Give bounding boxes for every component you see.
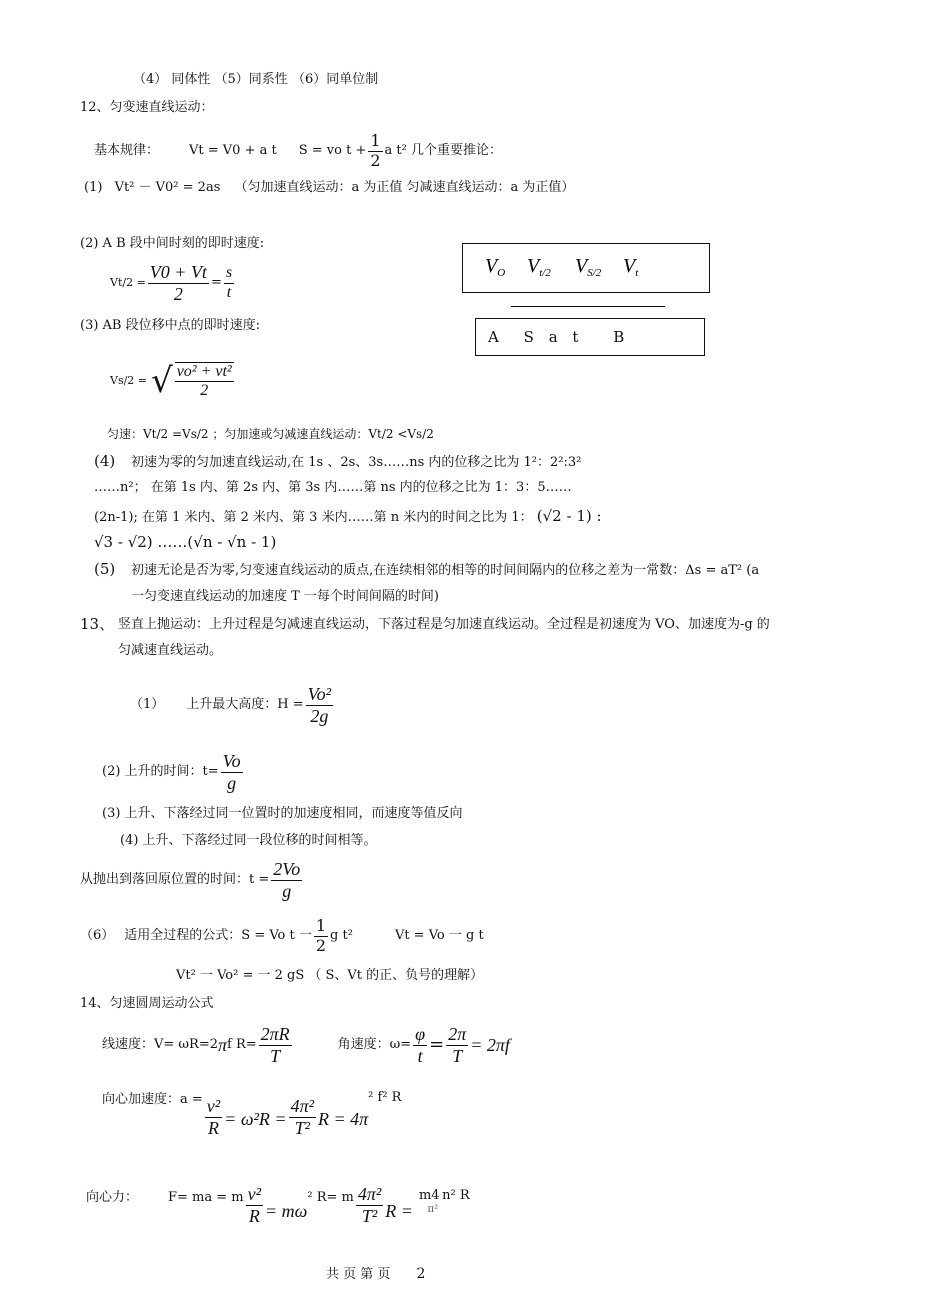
max-height-text: 上升最大高度：H = xyxy=(186,696,304,712)
footer-page-text: 共 页 第 页 xyxy=(326,1267,391,1282)
full-process-text: 适用全过程的公式：S = Vo t 一 xyxy=(124,927,312,943)
vs2-den: 2 xyxy=(200,382,209,399)
force-fraction-2 xyxy=(356,1184,383,1226)
full-process-line-2: Vt² 一 Vo² = 一 2 gS （ S、Vt 的正、负号的理解） xyxy=(176,968,484,983)
vs2-label: Vs/2 = xyxy=(110,374,148,388)
basic-law-row xyxy=(94,128,502,174)
section-14-title: 14、匀速圆周运动公式 xyxy=(80,996,214,1011)
item-4-line-4: √3 - √2) ……(√n - √n - 1) xyxy=(94,533,277,551)
eq-velocity: Vt = V0 + a t xyxy=(189,142,277,158)
force-num-2: 4π² xyxy=(357,1184,382,1204)
force-n-squared-r: n² R xyxy=(442,1188,470,1203)
linear-velocity-row: 线速度： V= ωR=2 π f R= $\frac{2\pi R}{T}$ 角速度：ω= $\frac{\varphi}{t}$ = $\frac{2\pi}{T}$ = 2πf xyxy=(102,1023,510,1066)
segment-labels xyxy=(488,328,625,347)
rise-time-den: g xyxy=(227,772,237,793)
vs2-num: vo² + vt² xyxy=(175,363,234,382)
centripetal-force-label: 向心力： xyxy=(86,1190,139,1205)
section-13-title-1: 竖直上抛运动：上升过程是匀减速直线运动，下落过程是匀加速直线运动。全过程是初速度为 VO、加速度为-g 的 xyxy=(118,617,770,632)
vt2-label: Vt/2 = xyxy=(110,276,146,290)
angular-den-1: t xyxy=(417,1045,423,1066)
item-1-row xyxy=(84,180,574,196)
max-height-num: Vo² xyxy=(307,683,332,704)
label-vt2: $V_{t/2}$ xyxy=(527,255,551,279)
label-a-point: A xyxy=(488,328,500,346)
label-vs2: $V_{S/2}$ xyxy=(575,255,602,279)
centripetal-force-row xyxy=(86,1182,470,1242)
angular-fraction-1 xyxy=(413,1024,427,1066)
label-s: S xyxy=(523,328,535,346)
item-1-note: （匀加速直线运动：a 为正值 匀减速直线运动：a 为正值） xyxy=(234,180,575,195)
item-1-label: (1) xyxy=(84,180,103,195)
acc-mid: = ω²R = xyxy=(224,1109,287,1129)
max-height-fraction xyxy=(306,684,333,726)
full-process-half-den: 2 xyxy=(315,935,327,955)
return-time-den: g xyxy=(282,880,292,901)
linear-velocity-num: 2πR xyxy=(260,1023,290,1044)
pi-symbol: π xyxy=(217,1034,228,1055)
velocity-box xyxy=(462,243,710,293)
vt2-den-2: t xyxy=(226,283,232,301)
acc-num-2: 4π² xyxy=(290,1096,314,1116)
item-13-1-label: （1） xyxy=(130,696,165,712)
full-process-row xyxy=(80,914,484,958)
vs2-formula xyxy=(110,350,236,412)
label-b-point: B xyxy=(613,328,626,346)
item-4-line-2: ……n²； 在第 1s 内、第 2s 内、第 3s 内……第 ns 内的位移之比为 1：3：5…… xyxy=(94,480,572,495)
angular-fraction-2 xyxy=(446,1024,468,1066)
force-num-1: v² xyxy=(247,1184,262,1204)
vt2-num: V0 + Vt xyxy=(149,261,207,282)
force-eq: F= ma = m xyxy=(168,1190,244,1205)
eq-displacement-prefix: S = vo t + xyxy=(298,142,367,158)
full-process-half xyxy=(314,917,328,955)
eq-displacement-suffix: a t² 几个重要推论： xyxy=(384,142,502,158)
label-t: t xyxy=(572,328,580,346)
uniform-comparison: 匀速：Vt/2 =Vs/2 ；匀加速或匀减速直线运动：Vt/2 <Vs/2 xyxy=(107,427,434,441)
return-time-text: 从抛出到落回原位置的时间：t = xyxy=(80,871,270,887)
vt2-fraction-2 xyxy=(224,264,234,302)
vt2-den: 2 xyxy=(173,283,183,304)
footer xyxy=(326,1266,425,1284)
item-13-6-label: （6） xyxy=(80,927,115,943)
acc-den-1: R xyxy=(207,1117,219,1138)
item-2-text: (2) A B 段中间时刻的即时速度: xyxy=(80,236,265,251)
item-5-line-2: 一匀变速直线运动的加速度 T 一每个时间间隔的时间) xyxy=(131,589,440,604)
rise-time-text: (2) 上升的时间：t= xyxy=(102,763,219,779)
item-5-line-1: 初速无论是否为零,匀变速直线运动的质点,在连续相邻的相等的时间间隔内的位移之差为一常数：Δs = aT² (a xyxy=(131,563,760,578)
linear-velocity-eq: V= ωR=2 xyxy=(154,1036,218,1052)
force-mid: = mω xyxy=(265,1201,308,1221)
force-den-1: R xyxy=(248,1205,260,1226)
angular-num-2: 2π xyxy=(448,1023,467,1044)
linear-velocity-label: 线速度： xyxy=(102,1036,155,1052)
force-fraction-1 xyxy=(246,1184,263,1226)
angular-tail: = 2πf xyxy=(470,1034,510,1055)
centripetal-acc-label: 向心加速度：a = xyxy=(102,1092,203,1107)
return-time-num: 2Vo xyxy=(273,858,301,879)
linear-velocity-mid: f R= xyxy=(227,1036,257,1052)
item-4-ratio-start: (√2 - 1) : xyxy=(536,507,602,525)
frac-half-num: 1 xyxy=(370,131,381,151)
basic-law-label: 基本规律： xyxy=(94,142,160,158)
angular-num-1: φ xyxy=(415,1023,426,1044)
return-time-row xyxy=(80,852,304,908)
force-den-2: T² xyxy=(361,1205,378,1226)
force-m4: m4 xyxy=(418,1188,440,1203)
rise-time-row xyxy=(102,746,245,798)
section-13-title-2: 匀减速直线运动。 xyxy=(118,643,223,658)
linear-velocity-fraction xyxy=(259,1024,292,1066)
item-4-line-3-text: (2n-1); 在第 1 米内、第 2 米内、第 3 米内……第 n 米内的时间之比为 1： xyxy=(94,510,533,525)
item-4-line-3 xyxy=(94,507,602,526)
max-height-den: 2g xyxy=(310,705,329,726)
label-vo: $V_O$ xyxy=(485,255,506,279)
acc-fraction-2 xyxy=(289,1096,316,1138)
label-a: a xyxy=(548,328,559,346)
vt2-formula: Vt/2 = $\frac{V0 + Vt}{2}$ = $\frac{s}{t}$ xyxy=(110,261,233,304)
section-13-number: 13、 xyxy=(80,615,115,633)
rise-time-num: Vo xyxy=(222,750,241,771)
label-vt: $V_t$ xyxy=(623,255,639,279)
centripetal-acc-row xyxy=(102,1086,401,1146)
section-12-title: 12、匀变速直线运动： xyxy=(80,100,214,115)
footer-page-number: 2 xyxy=(416,1266,426,1282)
line-properties: （4） 同体性 （5）同系性 （6）同单位制 xyxy=(133,72,379,87)
acc-tail: R = 4π xyxy=(318,1109,369,1129)
acc-num-1: v² xyxy=(206,1096,221,1116)
angular-den-2: T xyxy=(452,1045,463,1066)
full-process-velocity: Vt = Vo 一 g t xyxy=(394,927,484,943)
segment-line xyxy=(511,306,665,307)
velocity-labels-svg xyxy=(463,244,709,292)
vt2-fraction xyxy=(148,262,209,304)
acc-fraction-1 xyxy=(205,1096,222,1138)
item-3-text: (3) AB 段位移中点的即时速度: xyxy=(80,318,261,333)
item-5-number: (5) xyxy=(94,560,116,578)
linear-velocity-den: T xyxy=(270,1045,281,1066)
item-1-equation: Vt² － V0² = 2as xyxy=(114,180,221,195)
full-process-half-num: 1 xyxy=(315,916,327,936)
frac-half xyxy=(368,132,382,170)
item-4-line-1: 初速为零的匀加速直线运动,在 1s 、2s、3s……ns 内的位移之比为 1²：2²:3² xyxy=(131,455,582,470)
return-time-fraction xyxy=(271,859,302,901)
vt2-num-2: s xyxy=(224,264,234,283)
vs2-fraction xyxy=(175,362,234,401)
item-4-number: (4) xyxy=(94,452,116,470)
frac-half-den: 2 xyxy=(370,150,381,170)
item-13-4: (4) 上升、下落经过同一段位移的时间相等。 xyxy=(120,833,377,848)
acc-f-squared: ² f² R xyxy=(368,1090,402,1105)
segment-box xyxy=(475,318,705,356)
force-tail: R = xyxy=(385,1201,413,1221)
force-pi-squared: π² xyxy=(427,1204,439,1215)
item-13-3: (3) 上升、下落经过同一位置时的加速度相同，而速度等值反向 xyxy=(102,806,463,821)
force-r: ² R= m xyxy=(307,1190,354,1205)
radical-sign: √ xyxy=(151,361,173,401)
full-process-tail: g t² xyxy=(330,927,353,943)
rise-time-fraction xyxy=(221,751,243,793)
angular-velocity-label: 角速度：ω= xyxy=(337,1036,412,1052)
acc-den-2: T² xyxy=(294,1117,310,1138)
max-height-row xyxy=(130,676,335,734)
